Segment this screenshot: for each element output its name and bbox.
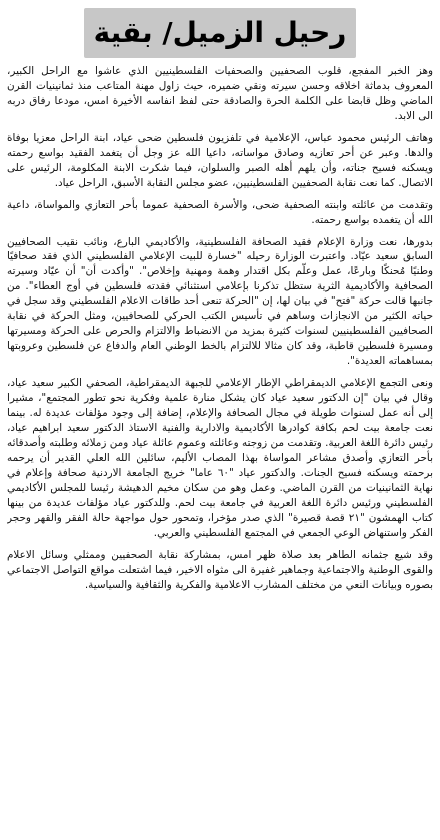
- article-paragraph: وتقدمت من عائلته وابنته الصحفية ضحى، والأسرة الصحفية عموما بأحر التعازي والمواساة، داعية الله أن يتغمده بواسع رحمته.: [7, 198, 433, 226]
- article-paragraph: وهاتف الرئيس محمود عباس، الإعلامية في تلفزيون فلسطين ضحى عياد، ابنة الراحل معزيا بوفاة والدها. وعبر عن أحر تعازيه وصادق مواساته، داعيا الله عز وجل أن يتغمد الفقيد بواسع رحمته ويسكنه فسيح جناته، وأن يلهم أهله الصبر والسلوان، فيما شكرت الابنة المكلومة، الرئيس على الاتصال. كما نعت نقابة الصحفيين الفلسطينيين، عضو مجلس النقابة الأسبق، الراحل عياد.: [7, 131, 433, 189]
- headline-box: [84, 8, 356, 58]
- article-body: [7, 64, 433, 834]
- article-paragraph: ونعى التجمع الإعلامي الديمقراطي الإطار الإعلامي للجبهة الديمقراطية، الصحفي الكبير سعيد عياد، وقال في بيان "إن الدكتور سعيد عياد كان يشكل منارة علمية وفكرية نحو تطور المجتمع"، مشيرا إلى أنه عمل لسنوات طويلة في مجال الصحافة والإعلام، إضافة إلى وجود مؤلفات عديدة له. بينما نعت جامعة بيت لحم بكافة كوادرها الأكاديمية والادارية والفنية الاستاذ الدكتور سعيد ابراهيم عياد، رئيس دائرة اللغة العربية. وتقدمت من زوجته وعائلته وعموم عائلة عياد ومن زملائه وطلبته وأصدقائه بأحر التعازي وأصدق مشاعر المواساة بهذا المصاب الأليم، سائلين الله العلي القدير أن يرحمه برحمته ويسكنه فسيح الجنات. والدكتور عياد "٦٠ عاما" خريج الجامعة الاردنية صحافة وإعلام في نهاية الثمانينيات من القرن الماضي. وعمل وهو من سكان مخيم الدهيشة رئيسا للمجلس الأكاديمي الفلسطيني ورئيس دائرة اللغة العربية في جامعة بيت لحم. وللدكتور عياد مؤلفات عديدة من بينها كتاب الهمشون "٢١ قصة قصيرة" الذي صدر مؤخرا، وتمحور حول مواجهة حالة الفقر والقهر وحجر الفكر واستنهاض الوعي الجمعي في المجتمع الفلسطيني والعربي.: [7, 377, 433, 539]
- article-paragraph: وقد شيع جثمانه الطاهر بعد صلاة ظهر امس، بمشاركة نقابة الصحفيين وممثلي وسائل الاعلام والقوى الوطنية والاجتماعية وجماهير غفيرة الى مثواه الاخير، فيما اشتعلت مواقع التواصل الاجتماعي بصوره وبيانات النعي من مختلف المشارب الاعلامية والفكرية والثقافية والسياسية.: [7, 548, 433, 591]
- headline: رحيل الزميل/ بقية: [93, 16, 347, 49]
- article-paragraph: بدورها، نعت وزارة الإعلام فقيد الصحافة الفلسطينية، والأكاديمي البارع، ونائب نقيب الصحافيين السابق سعيد عيّاد. واعتبرت الوزارة رحيله "خسارة للبيت الإعلامي الفلسطيني الذي فقد صحافيًا وطنيًا مُحنكًا وبارعًا، عمل وعلّم بكل اقتدار وهمة ومهنية وإخلاص". "وأكدت أن" أن عيّاد وسيرته الصحافية والأكاديمية الثرية ستظل تذكرنا بإعلامي استثنائي فقدته فلسطين في أوج العطاء". من جانبها قالت حركة "فتح" في بيان لها، إن "الحركة تنعى أحد طاقات الاعلام الفلسطيني وقد سجل في حياته الكثير من الانجازات وساهم في تأسيس الكتب الحركي للصحافيين، ومثل الحركة في نقابة الصحافيين الفلسطينيين لسنوات كثيرة بمزيد من الانضباط والالتزام والحرص على الحركة ومسيرتها ومسيرة فلسطين قاطبة، وقد كان مثالا للالتزام بالخط الوطني العام والدفاع عن فلسطين وعروبتها بمساهماته العديدة".: [7, 235, 433, 368]
- article-paragraph: وهز الخبر المفجع، قلوب الصحفيين والصحفيات الفلسطينيين الذي عاشوا مع الراحل الكبير، المعروف بدماثة اخلاقه وحسن سيرته ونقي ضميره، حيث زاول مهنة المتاعب منذ ثمانينيات القرن الماضي وظل قابضا على الكلمة الحرة والصادقة حتى لفظ انفاسه الأخيرة امس، مودعا رفاق دربه الى الابد.: [7, 65, 433, 122]
